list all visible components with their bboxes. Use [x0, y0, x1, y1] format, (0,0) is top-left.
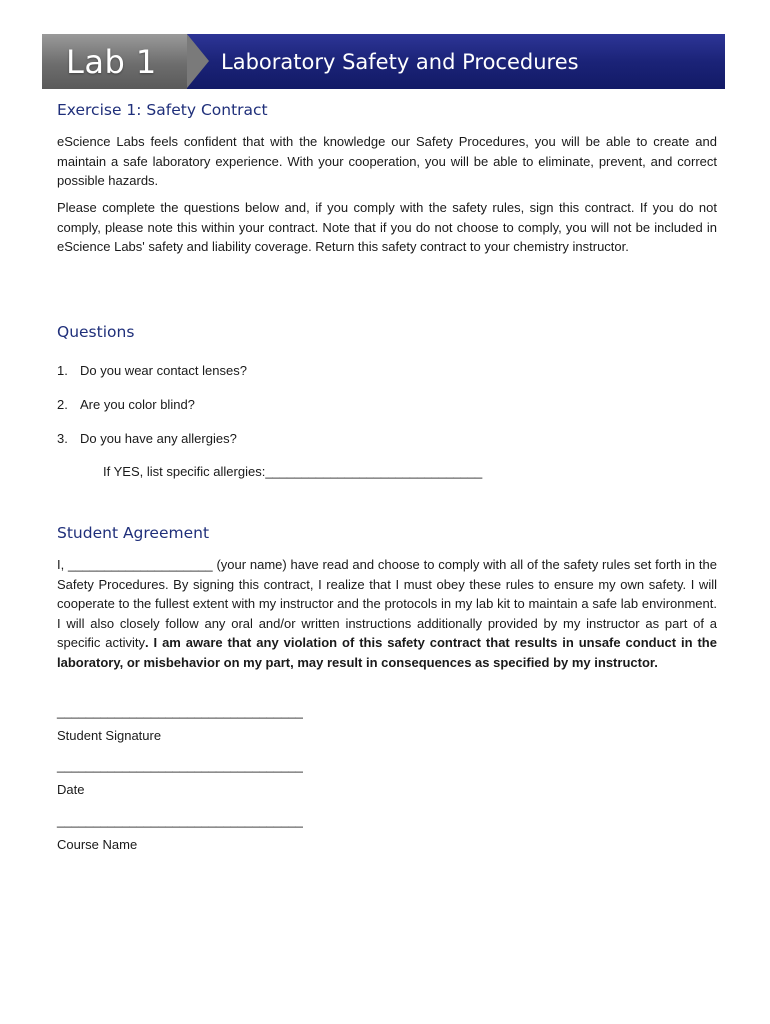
- instructions-paragraph: Please complete the questions below and, if you comply with the safety rules, sign this contract. If you do not comply, please note this within your contract. Note that if you do not choose to comply, you will not be included in eScience Labs' safety and liability coverage. Return this safety contract to your chemistry instructor.: [57, 200, 717, 254]
- signature-line: __________________________________: [57, 704, 303, 719]
- question-text: Do you wear contact lenses?: [80, 363, 247, 378]
- questions-heading: Questions: [57, 323, 135, 341]
- question-text: Are you color blind?: [80, 397, 195, 412]
- date-line: __________________________________: [57, 758, 303, 773]
- lab-number-label: Lab 1: [66, 42, 157, 81]
- intro-paragraph: eScience Labs feels confident that with the knowledge our Safety Procedures, you will be able to create and maintain a safe laboratory experience. With your cooperation, you will be able to eliminate, prevent, and correct possible hazards.: [57, 134, 717, 188]
- agreement-paragraph: [57, 555, 717, 672]
- signature-label: Student Signature: [57, 728, 162, 743]
- lab-banner: [42, 34, 725, 89]
- question-2: [57, 397, 195, 412]
- lab-number-tab: [42, 34, 187, 89]
- lab-title-bar: [187, 34, 725, 89]
- course-label: Course Name: [57, 837, 138, 852]
- lab-title: Laboratory Safety and Procedures: [221, 49, 579, 74]
- exercise-heading: Exercise 1: Safety Contract: [57, 101, 268, 119]
- allergies-followup: If YES, list specific allergies:______________________________: [103, 464, 483, 479]
- question-number: 1.: [57, 363, 68, 378]
- question-number: 2.: [57, 397, 68, 412]
- question-1: [57, 363, 247, 378]
- agreement-heading: Student Agreement: [57, 524, 210, 542]
- agreement-warning: . I am aware that any violation of this safety contract that results in unsafe conduct in the laboratory, or misbehavior on my part, may result in consequences as specified by my instructor.: [57, 635, 717, 670]
- date-label: Date: [57, 782, 85, 797]
- agreement-text: I, ____________________ (your name) have read and choose to comply with all of the safety rules set forth in the Safety Procedures. By signing this contract, I realize that I must obey these rules to ensure my own safety. I will cooperate to the fullest extent with my instructor and the protocols in my lab kit to maintain a safe lab environment. I will also closely follow any oral and/or written instructions additionally provided by my instructor as part of a specific activity: [57, 557, 717, 650]
- question-3: [57, 431, 237, 446]
- course-line: __________________________________: [57, 813, 303, 828]
- question-number: 3.: [57, 431, 68, 446]
- question-text: Do you have any allergies?: [80, 431, 237, 446]
